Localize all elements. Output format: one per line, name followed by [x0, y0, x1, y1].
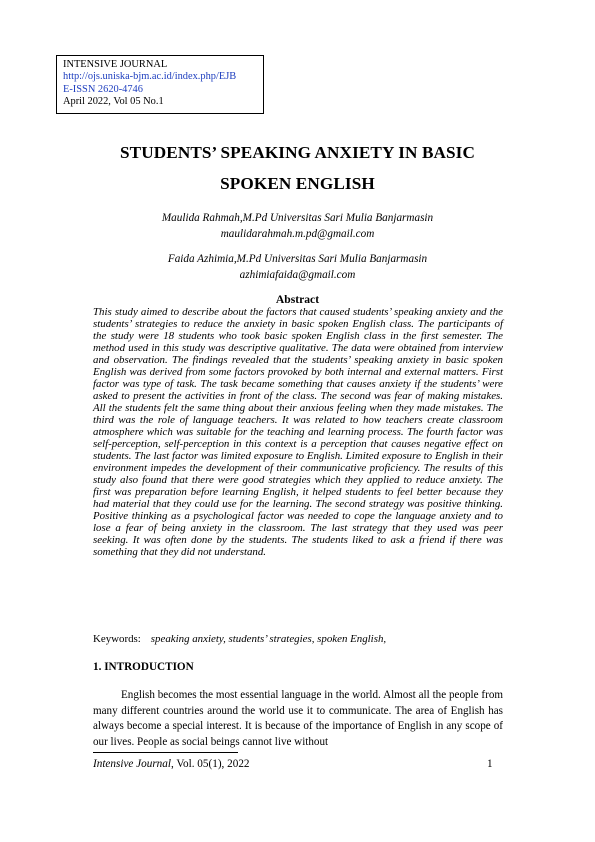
keywords-line — [93, 633, 386, 645]
author-block-2 — [60, 252, 535, 283]
author-block-1 — [60, 211, 535, 242]
footer-journal-name: Intensive Journal — [93, 758, 171, 770]
section-heading-introduction: 1. INTRODUCTION — [93, 661, 194, 673]
abstract-heading: Abstract — [275, 293, 320, 306]
journal-eissn: E-ISSN 2620-4746 — [63, 83, 143, 95]
footer-volume: , Vol. 05(1), 2022 — [170, 758, 250, 770]
journal-info-box — [56, 55, 264, 114]
abstract-text: This study aimed to describe about the factors that caused students’ speaking anxiety and the students’ strategies to reduce the anxiety in basic spoken English class. The participants of the study were 18 students who took basic spoken English class in the first semester. The method used in this study was descriptive qualitative. The data were obtained from interview and observation. The findings revealed that the students’ speaking anxiety in basic spoken English was derived from some factors provoked by both internal and external matters. First factor was type of task. The task became something that causes anxiety if the students’ were asked to present the activities in front of the class. The second was fear of making mistakes. All the students felt the same thing about their anxious feeling when they made mistakes. The third was the role of language teachers. It was related to how teachers create classroom atmosphere which was suitable for the teaching and learning process. The fourth factor was self-perception, self-perception in this context is a perception that causes negative effect on students. The last factor was limited exposure to English. Limited exposure to English in their environment impedes the development of their communicative proficiency. The results of this study also found that there were good strategies which they applied to reduce anxiety. The first was preparation before learning English, it helped students to feel better because they had material that they could use for the learning. The second strategy was positive thinking. Positive thinking as a psychological factor was needed to cope the language anxiety and to lose a fear of being anxiety in the classroom. The last strategy that they used was peer seeking. It was often done by the students. The students liked to ask a friend if there was something that they did not understand. — [93, 306, 503, 558]
author-affiliation: Faida Azhimia,M.Pd Universitas Sari Mulia Banjarmasin — [167, 253, 428, 265]
author-email: azhimiafaida@gmail.com — [239, 268, 356, 281]
paper-title-line-2: SPOKEN ENGLISH — [220, 174, 375, 193]
keywords-label: Keywords: — [93, 633, 141, 645]
footer-citation — [93, 758, 250, 770]
footer-divider — [93, 752, 238, 753]
page-number: 1 — [487, 758, 493, 770]
journal-name: INTENSIVE JOURNAL — [63, 59, 168, 70]
keywords-values: speaking anxiety, students’ strategies, spoken English, — [150, 633, 387, 645]
introduction-paragraph: English becomes the most essential language in the world. Almost all the people from many different countries around the world use it to communicate. The area of English has always become a special interest. It is because of the importance of English in any scope of our lives. People as social beings cannot live without — [93, 689, 503, 748]
author-affiliation: Maulida Rahmah,M.Pd Universitas Sari Mulia Banjarmasin — [161, 212, 434, 224]
author-email: maulidarahmah.m.pd@gmail.com — [220, 227, 375, 240]
journal-issue: April 2022, Vol 05 No.1 — [63, 96, 164, 108]
paper-title-line-1: STUDENTS’ SPEAKING ANXIETY IN BASIC — [120, 143, 475, 162]
journal-url-link[interactable]: http://ojs.uniska-bjm.ac.id/index.php/EJB — [63, 71, 237, 83]
